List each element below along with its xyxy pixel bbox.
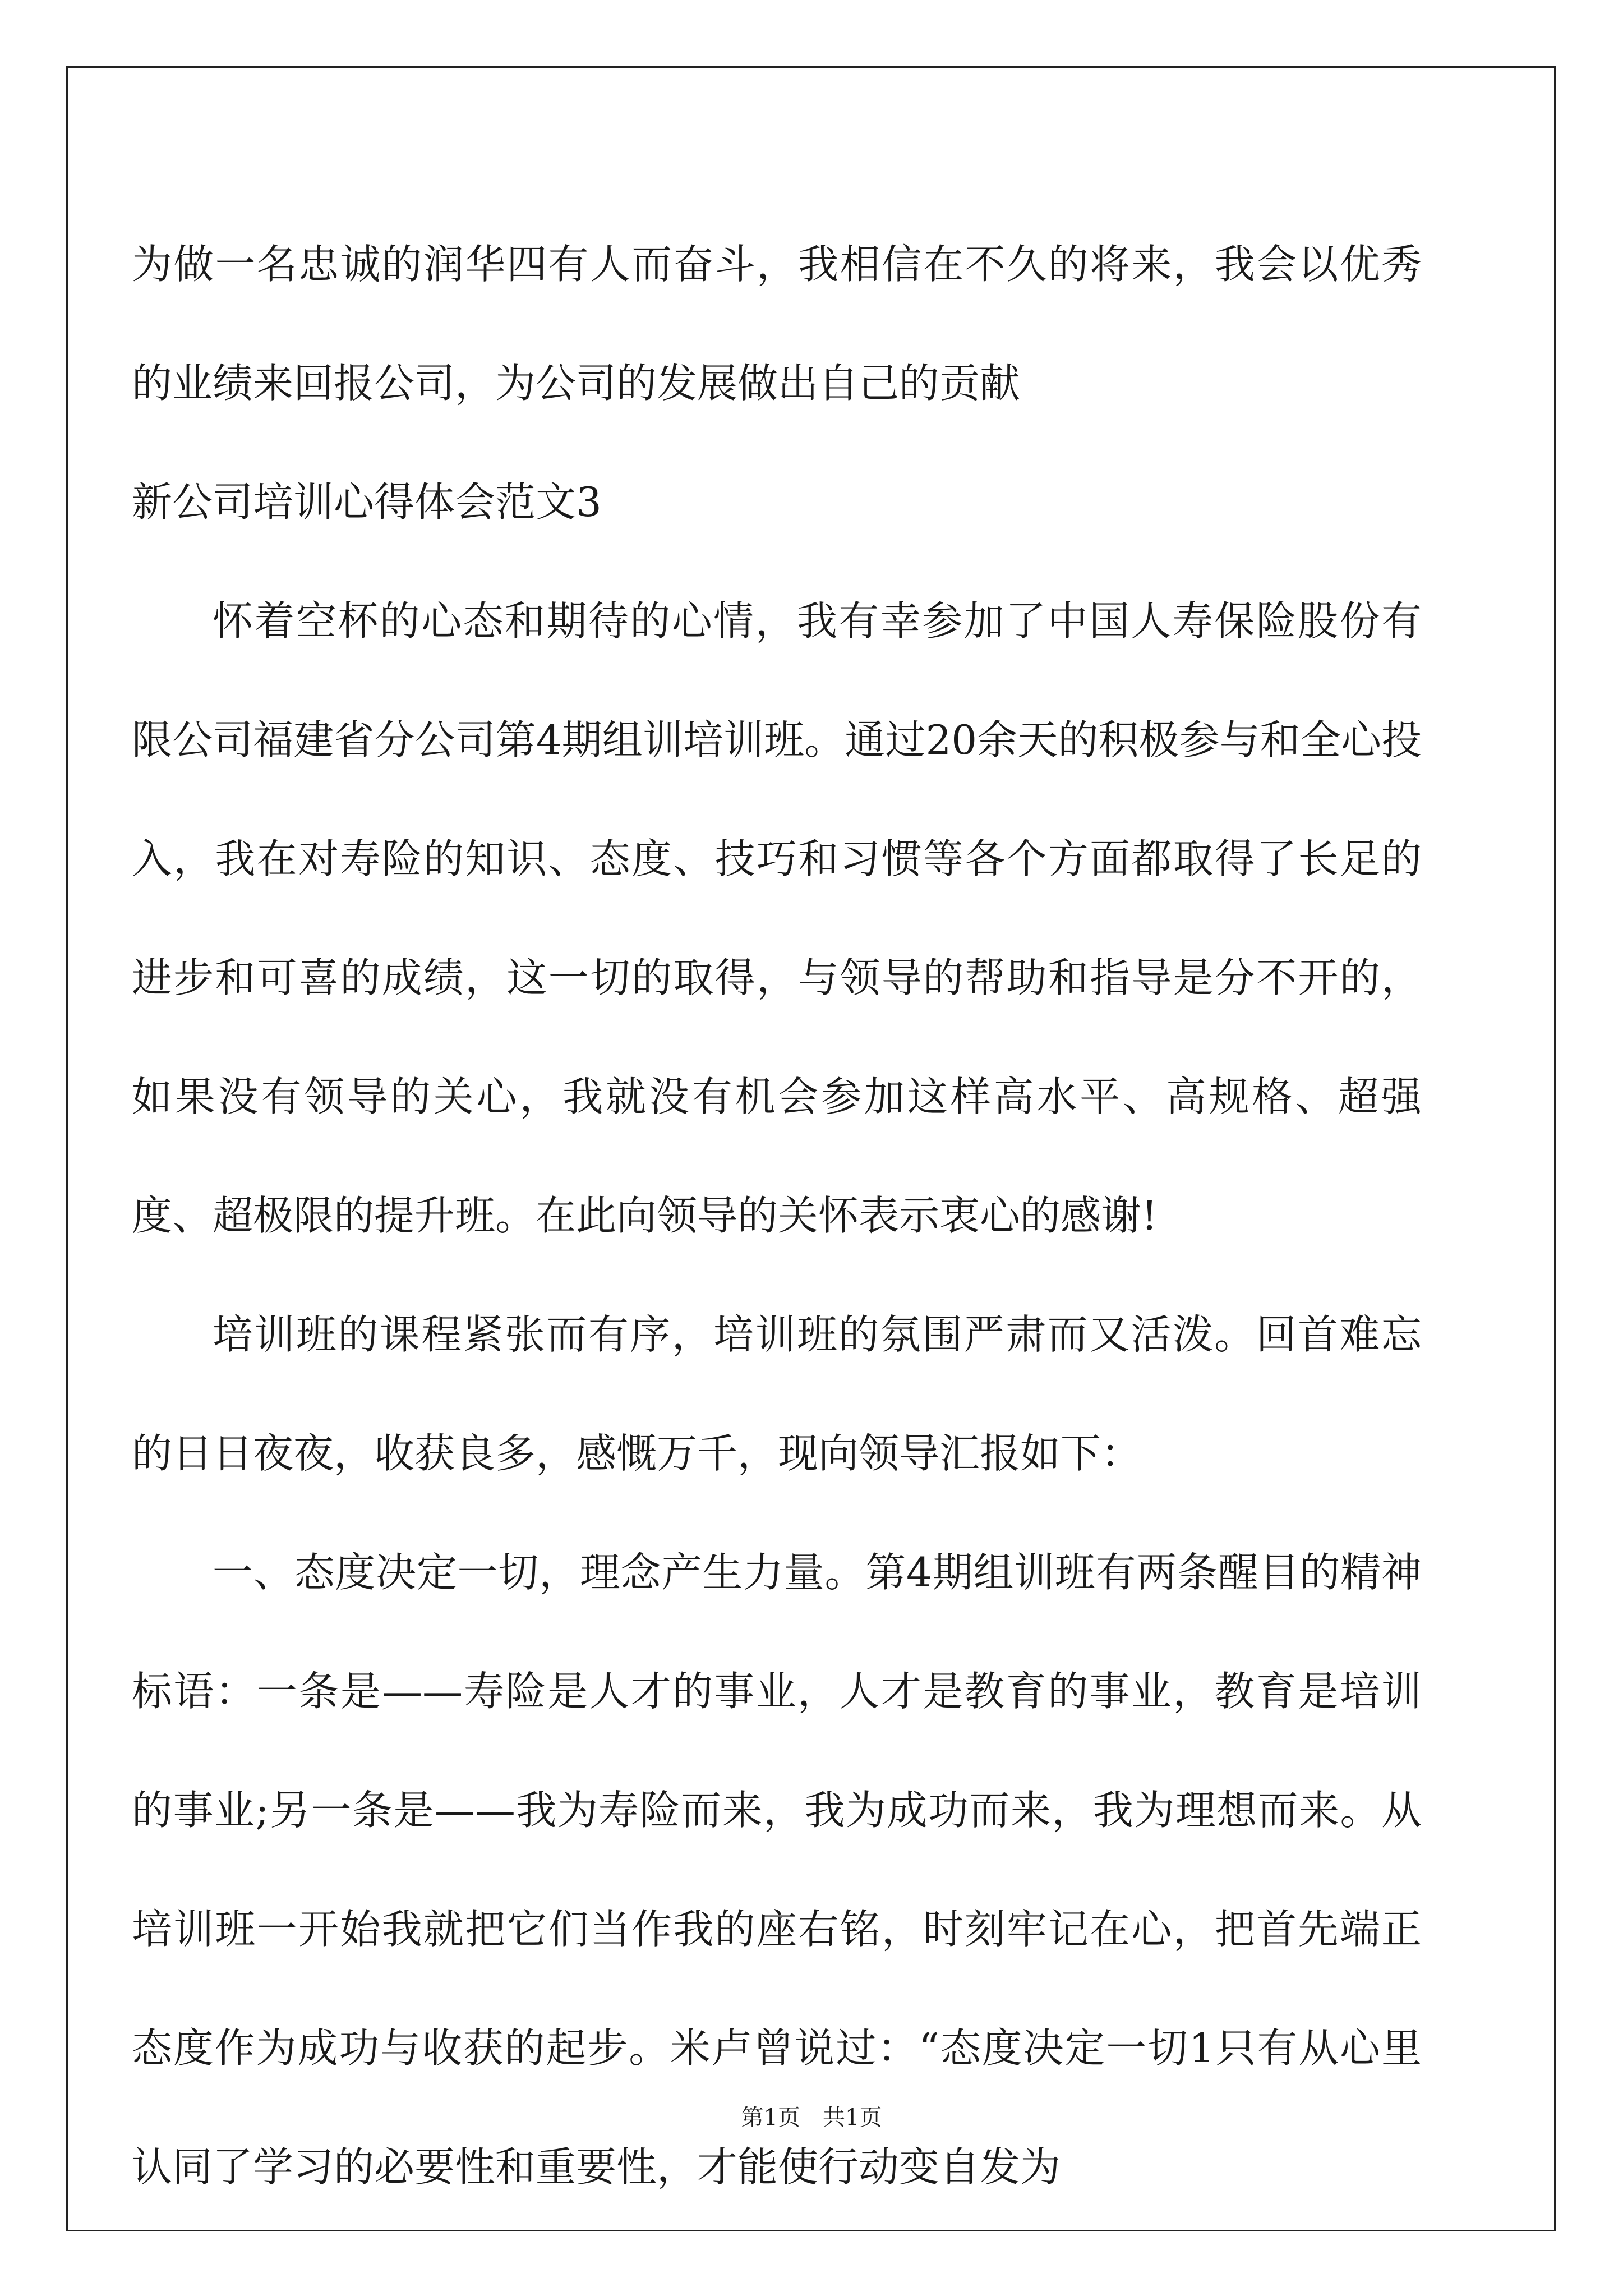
document-body [132,205,1422,2226]
page-footer [0,2101,1623,2134]
paragraph-2: 怀着空杯的心态和期待的心情，我有幸参加了中国人寿保险股份有限公司福建省分公司第4期组训培训班。通过20余天的积极参与和全心投入，我在对寿险的知识、态度、技巧和习惯等各个方面都取得了长足的进步和可喜的成绩，这一切的取得，与领导的帮助和指导是分不开的，如果没有领导的关心，我就没有机会参加这样高水平、高规格、超强度、超极限的提升班。在此向领导的关怀表示衷心的感谢! [132,597,1422,1239]
page-number: 第1页 [741,2105,800,2131]
paragraph-4: 一、态度决定一切，理念产生力量。第4期组训班有两条醒目的精神标语：一条是——寿险是人才的事业，人才是教育的事业，教育是培训的事业;另一条是——我为寿险而来，我为成功而来，我为理想而来。从培训班一开始我就把它们当作我的座右铭，时刻牢记在心，把首先端正态度作为成功与收获的起步。米卢曾说过：“态度决定一切1只有从心里认同了学习的必要性和重要性，才能使行动变自发为 [132,1549,1422,2191]
page-total: 共1页 [823,2105,882,2131]
paragraph-3: 培训班的课程紧张而有序，培训班的氛围严肃而又活泼。回首难忘的日日夜夜，收获良多，感慨万千，现向领导汇报如下： [132,1311,1422,1477]
section-heading: 新公司培训心得体会范文3 [132,478,602,526]
paragraph-1: 为做一名忠诚的润华四有人而奋斗，我相信在不久的将来，我会以优秀的业绩来回报公司，为公司的发展做出自己的贡献 [132,241,1422,407]
